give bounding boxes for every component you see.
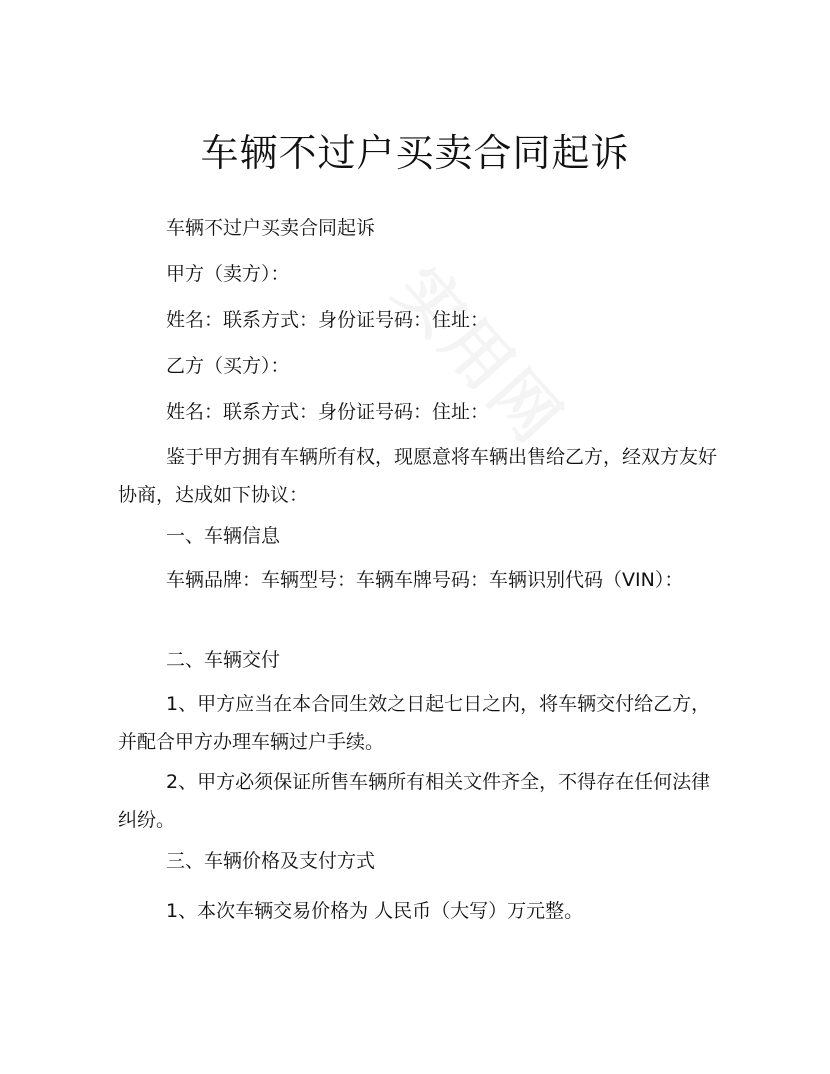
party-b-info: 姓名：联系方式：身份证号码：住址： bbox=[166, 401, 490, 423]
price-clause-1: 1、本次车辆交易价格为 人民币（大写）万元整。 bbox=[166, 900, 584, 922]
party-b-heading: 乙方（买方）： bbox=[166, 355, 290, 377]
section-3-heading: 三、车辆价格及支付方式 bbox=[166, 850, 376, 872]
party-a-info: 姓名：联系方式：身份证号码：住址： bbox=[166, 309, 490, 331]
vehicle-info-paragraph: 车辆品牌：车辆型号：车辆车牌号码：车辆识别代码（VIN）： bbox=[166, 569, 684, 591]
delivery-clause-2: 2、甲方必须保证所售车辆所有相关文件齐全，不得存在任何法律纠纷。 bbox=[118, 771, 711, 831]
party-a-heading: 甲方（卖方）： bbox=[166, 263, 290, 285]
document-title: 车辆不过户买卖合同起诉 bbox=[200, 131, 630, 175]
delivery-clause-1: 1、甲方应当在本合同生效之日起七日之内，将车辆交付给乙方，并配合甲方办理车辆过户手续。 bbox=[118, 693, 711, 753]
section-1-heading: 一、车辆信息 bbox=[166, 525, 281, 547]
intro-paragraph: 鉴于甲方拥有车辆所有权，现愿意将车辆出售给乙方，经双方友好协商，达成如下协议： bbox=[118, 446, 718, 506]
subtitle: 车辆不过户买卖合同起诉 bbox=[166, 217, 376, 239]
section-2-heading: 二、车辆交付 bbox=[166, 649, 281, 671]
